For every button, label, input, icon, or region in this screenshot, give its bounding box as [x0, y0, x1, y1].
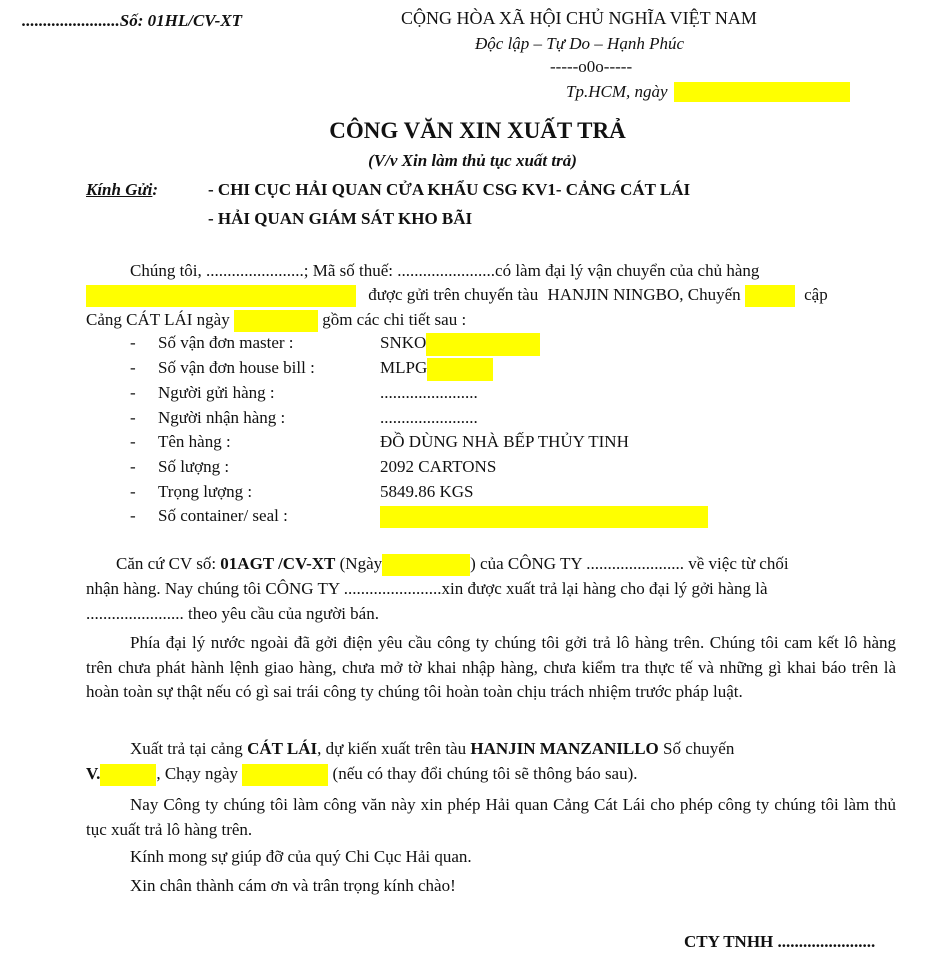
detail-value: MLPG: [380, 358, 493, 381]
detail-label: Số vận đơn master :: [158, 333, 294, 352]
detail-label: Người gửi hàng :: [158, 383, 275, 402]
detail-row: [0, 383, 927, 408]
document-title: CÔNG VĂN XIN XUẤT TRẢ: [329, 118, 626, 143]
cv-rest: ) của CÔNG TY ....................... về việc từ chối: [470, 554, 789, 573]
change-note: (nếu có thay đổi chúng tôi sẽ thông báo sau).: [332, 764, 638, 783]
bullet-dash: -: [130, 383, 136, 402]
detail-row: [0, 506, 927, 531]
recipients-label-colon: :: [152, 180, 159, 199]
export-voyage-prefix: V.: [86, 764, 101, 783]
detail-row: [0, 482, 927, 507]
intro-arrive: cập: [804, 285, 828, 304]
nation-heading: CỘNG HÒA XÃ HỘI CHỦ NGHĨA VIỆT NAM: [401, 8, 757, 28]
document-number: [22, 11, 242, 31]
export-voyage-label: Số chuyến: [663, 739, 735, 758]
bullet-dash: -: [130, 457, 136, 476]
detail-row: [0, 432, 927, 457]
detail-value: .......................: [380, 408, 478, 427]
redacted-cv-date: [382, 554, 470, 576]
para-4-text: Nay Công ty chúng tôi làm công văn này xin phép Hải quan Cảng Cát Lái cho phép công ty chúng tôi làm thủ tục xuất trả lô hàng trên.: [86, 795, 896, 839]
detail-label: Người nhận hàng :: [158, 408, 286, 427]
para-4: [86, 793, 896, 842]
recipients-label: [86, 180, 158, 200]
bullet-dash: -: [130, 333, 136, 352]
intro-port-date: Cảng CÁT LÁI ngày: [86, 310, 230, 329]
bullet-dash: -: [130, 358, 136, 377]
detail-row: [0, 333, 927, 358]
motto: Độc lập – Tự Do – Hạnh Phúc: [475, 34, 685, 53]
detail-value: 2092 CARTONS: [380, 457, 497, 476]
detail-label: Số lượng :: [158, 457, 230, 476]
export-port: CÁT LÁI: [247, 739, 318, 758]
para-2: [86, 631, 896, 705]
detail-label: Số vận đơn house bill :: [158, 358, 315, 377]
intro-line-3: [86, 310, 466, 332]
intro-ship-text: được gửi trên chuyến tàu: [368, 285, 539, 304]
redacted-master-bill: [426, 333, 540, 356]
place-date-label: Tp.HCM, ngày: [566, 82, 668, 101]
redacted-export-voyage: [100, 764, 156, 786]
intro-line-1: Chúng tôi, .......................; Mã số thuế: .......................có làm đại lý vận chuyển của chủ hàng: [130, 261, 760, 280]
para-3-line-1: [130, 739, 734, 759]
bullet-dash: -: [130, 506, 136, 525]
recipient-2: - HẢI QUAN GIÁM SÁT KHO BÃI: [208, 209, 473, 228]
detail-row: [0, 358, 927, 383]
detail-row: [0, 457, 927, 482]
bullet-dash: -: [130, 482, 136, 501]
recipient-1: - CHI CỤC HẢI QUAN CỬA KHẨU CSG KV1- CẢNG CÁT LÁI: [208, 180, 691, 199]
para-1-line-3: ....................... theo yêu cầu của người bán.: [86, 604, 379, 623]
detail-value: .......................: [380, 383, 478, 402]
para-6: Xin chân thành cám ơn và trân trọng kính chào!: [130, 876, 456, 895]
place-date: [566, 82, 850, 102]
bullet-dash: -: [130, 408, 136, 427]
document-number-text: Số: 01HL/CV-XT: [119, 11, 243, 30]
detail-value: [380, 506, 708, 528]
intro-line-2: [86, 285, 828, 307]
document-subject: (V/v Xin làm thủ tục xuất trả): [368, 151, 577, 170]
detail-label: Tên hàng :: [158, 432, 231, 451]
detail-label: Số container/ seal :: [158, 506, 288, 525]
intro-details-follow: gồm các chi tiết sau :: [322, 310, 467, 329]
para-2-text: Phía đại lý nước ngoài đã gởi điện yêu cầu công ty chúng tôi gởi trả lô hàng trên. Chúng tôi cam kết lô hàng trên chưa phát hành lệnh giao hàng, chưa mở tờ khai nhập hàng, chưa kiểm tra thực tế và những gì khai báo trên là hoàn toàn sự thật nếu có gì sai trái công ty chúng tôi hoàn toàn chịu trách nhiệm trước pháp luật.: [86, 633, 896, 701]
redacted-voyage: [745, 285, 795, 307]
para-1-line-1: [116, 554, 789, 576]
export-vessel: HANJIN MANZANILLO: [470, 739, 659, 758]
detail-label: Trọng lượng :: [158, 482, 253, 501]
intro-voyage-label: Chuyến: [687, 285, 741, 304]
para-1-line-2: nhận hàng. Nay chúng tôi CÔNG TY .......................xin được xuất trả lại hàng cho đại lý gởi hàng là: [86, 579, 768, 598]
signature-company: CTY TNHH .......................: [684, 932, 876, 951]
para-5: Kính mong sự giúp đỡ của quý Chi Cục Hải quan.: [130, 847, 472, 866]
detail-row: [0, 408, 927, 433]
cv-label: Căn cứ CV số:: [116, 554, 217, 573]
redacted-arrival-date: [234, 310, 318, 332]
bullet-dash: -: [130, 432, 136, 451]
export-vessel-label: , dự kiến xuất trên tàu: [317, 739, 467, 758]
detail-value: 5849.86 KGS: [380, 482, 474, 501]
vessel-name: HANJIN NINGBO,: [547, 285, 684, 304]
sail-date-label: , Chạy ngày: [156, 764, 239, 783]
para-3-line-2: [86, 764, 638, 786]
cv-number: 01AGT /CV-XT: [220, 554, 336, 573]
redacted-sail-date: [242, 764, 328, 786]
document-number-prefix: .......................: [22, 11, 120, 30]
redacted-container-seal: [380, 506, 708, 528]
recipients-label-text: Kính Gửi: [86, 180, 153, 199]
redacted-date: [674, 82, 850, 102]
detail-value: ĐỒ DÙNG NHÀ BẾP THỦY TINH: [380, 432, 629, 451]
cv-date-open: (Ngày: [339, 554, 383, 573]
redacted-house-bill: [427, 358, 493, 381]
redacted-shipper: [86, 285, 356, 307]
ornament-divider: -----o0o-----: [550, 57, 633, 76]
export-port-label: Xuất trả tại cảng: [130, 739, 243, 758]
detail-value: SNKO: [380, 333, 540, 356]
